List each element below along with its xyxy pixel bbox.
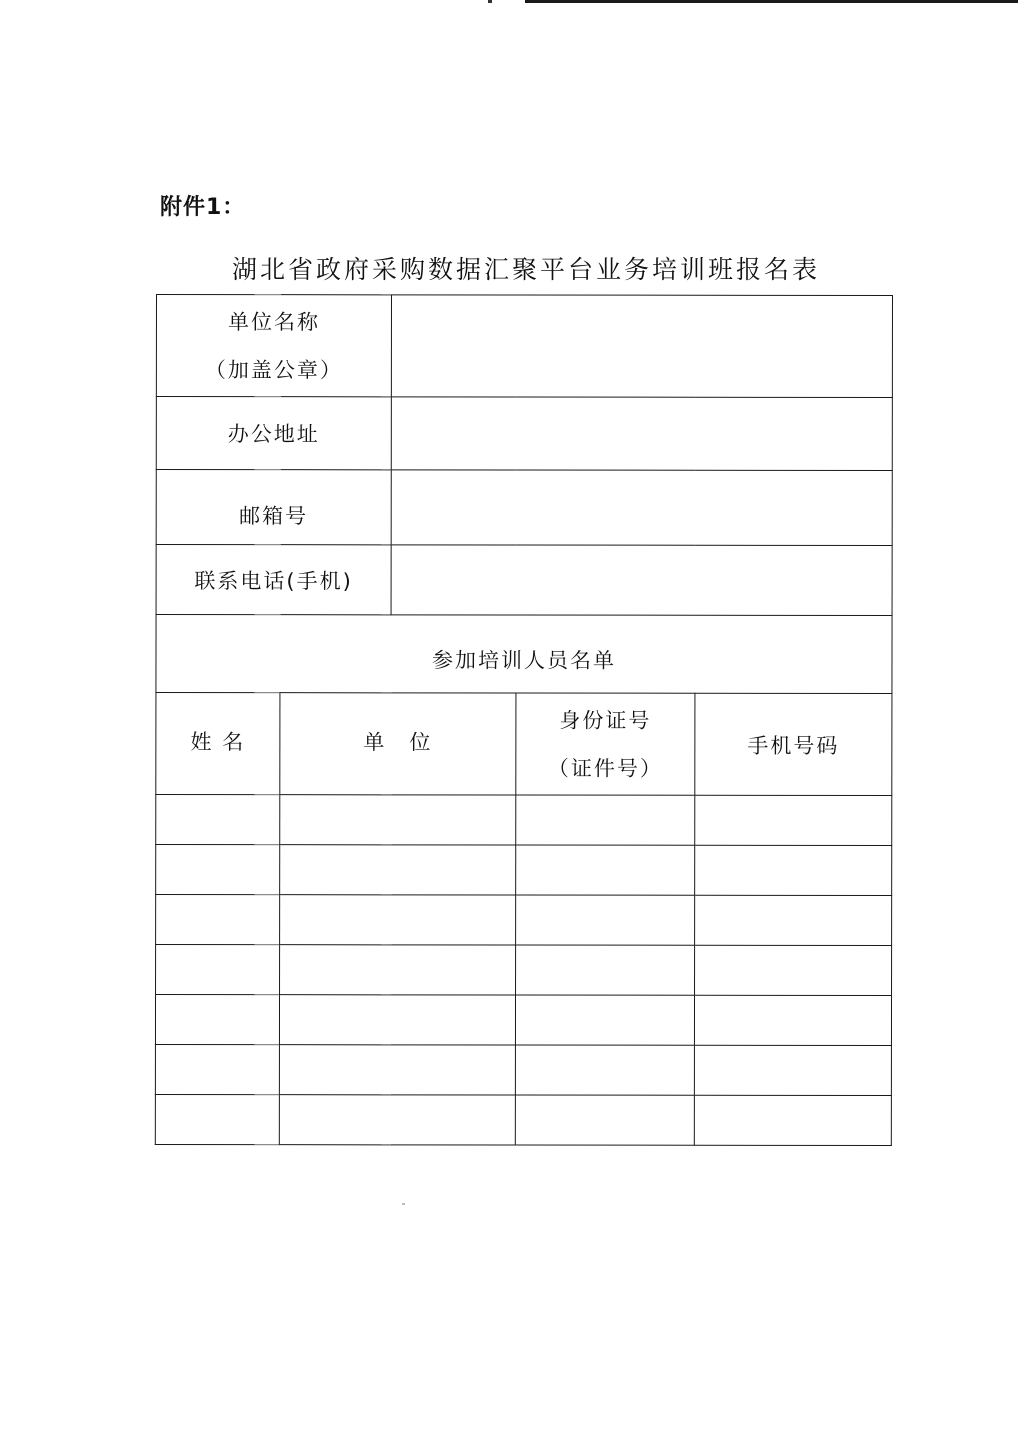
participant-id-cell[interactable] bbox=[515, 1045, 694, 1095]
email-label: 邮箱号 bbox=[156, 470, 391, 545]
unit-name-row bbox=[156, 295, 892, 398]
participant-unit-cell[interactable] bbox=[280, 795, 516, 845]
participant-row bbox=[156, 795, 892, 846]
unit-name-label-line2: （加盖公章） bbox=[204, 357, 343, 382]
office-address-field[interactable] bbox=[391, 397, 892, 471]
participant-name-cell[interactable] bbox=[155, 995, 279, 1045]
participant-unit-cell[interactable] bbox=[280, 945, 516, 995]
participant-mobile-cell[interactable] bbox=[695, 945, 892, 995]
phone-field[interactable] bbox=[391, 545, 892, 616]
participant-row bbox=[156, 895, 892, 946]
participant-unit-cell[interactable] bbox=[279, 995, 515, 1045]
participant-name-cell[interactable] bbox=[156, 845, 280, 895]
attachment-label: 附件1： bbox=[160, 195, 246, 220]
participant-id-cell[interactable] bbox=[515, 1095, 694, 1145]
participant-mobile-cell[interactable] bbox=[695, 895, 892, 945]
participant-row bbox=[156, 945, 892, 996]
participant-row bbox=[155, 1094, 891, 1145]
participant-id-cell[interactable] bbox=[516, 945, 695, 995]
participant-name-cell[interactable] bbox=[156, 945, 280, 995]
scan-artifact-speck bbox=[402, 1203, 405, 1205]
phone-label: 联系电话(手机) bbox=[156, 545, 391, 615]
participant-name-cell[interactable] bbox=[155, 1094, 279, 1144]
participant-row bbox=[155, 1045, 891, 1096]
column-header-mobile: 手机号码 bbox=[695, 693, 892, 795]
participant-mobile-cell[interactable] bbox=[695, 795, 892, 845]
unit-name-label-line1: 单位名称 bbox=[227, 309, 320, 334]
participant-row bbox=[156, 845, 892, 896]
participant-mobile-cell[interactable] bbox=[694, 1095, 891, 1145]
column-header-id-line2: （证件号） bbox=[547, 756, 663, 781]
unit-name-label bbox=[156, 295, 391, 397]
unit-name-field[interactable] bbox=[391, 295, 892, 398]
scan-artifact-dot bbox=[488, 0, 492, 3]
participant-id-cell[interactable] bbox=[516, 795, 695, 845]
column-header-unit: 单 位 bbox=[280, 693, 516, 795]
document-title: 湖北省政府采购数据汇聚平台业务培训班报名表 bbox=[231, 255, 820, 284]
participant-mobile-cell[interactable] bbox=[694, 1045, 891, 1095]
participant-mobile-cell[interactable] bbox=[695, 845, 892, 895]
office-address-label: 办公地址 bbox=[156, 397, 391, 470]
participants-header-row bbox=[156, 693, 892, 796]
participant-id-cell[interactable] bbox=[515, 995, 694, 1045]
participant-unit-cell[interactable] bbox=[279, 1045, 515, 1095]
email-field[interactable] bbox=[391, 470, 892, 546]
participant-unit-cell[interactable] bbox=[279, 1095, 515, 1145]
participant-row bbox=[155, 995, 891, 1046]
phone-row bbox=[156, 545, 892, 616]
participant-unit-cell[interactable] bbox=[280, 845, 516, 895]
participants-heading: 参加培训人员名单 bbox=[156, 615, 892, 694]
column-header-id bbox=[516, 693, 695, 795]
office-address-row bbox=[156, 397, 892, 471]
column-header-name: 姓 名 bbox=[156, 693, 280, 795]
email-row bbox=[156, 470, 892, 546]
participant-name-cell[interactable] bbox=[155, 1045, 279, 1095]
participant-mobile-cell[interactable] bbox=[694, 995, 891, 1045]
participant-id-cell[interactable] bbox=[516, 895, 695, 945]
participant-name-cell[interactable] bbox=[156, 895, 280, 945]
scan-artifact-line bbox=[525, 0, 1018, 3]
participant-id-cell[interactable] bbox=[516, 845, 695, 895]
participant-unit-cell[interactable] bbox=[280, 895, 516, 945]
participants-heading-row bbox=[156, 615, 892, 694]
registration-form-table bbox=[155, 294, 893, 1146]
participant-name-cell[interactable] bbox=[156, 795, 280, 845]
column-header-id-line1: 身份证号 bbox=[559, 708, 652, 733]
